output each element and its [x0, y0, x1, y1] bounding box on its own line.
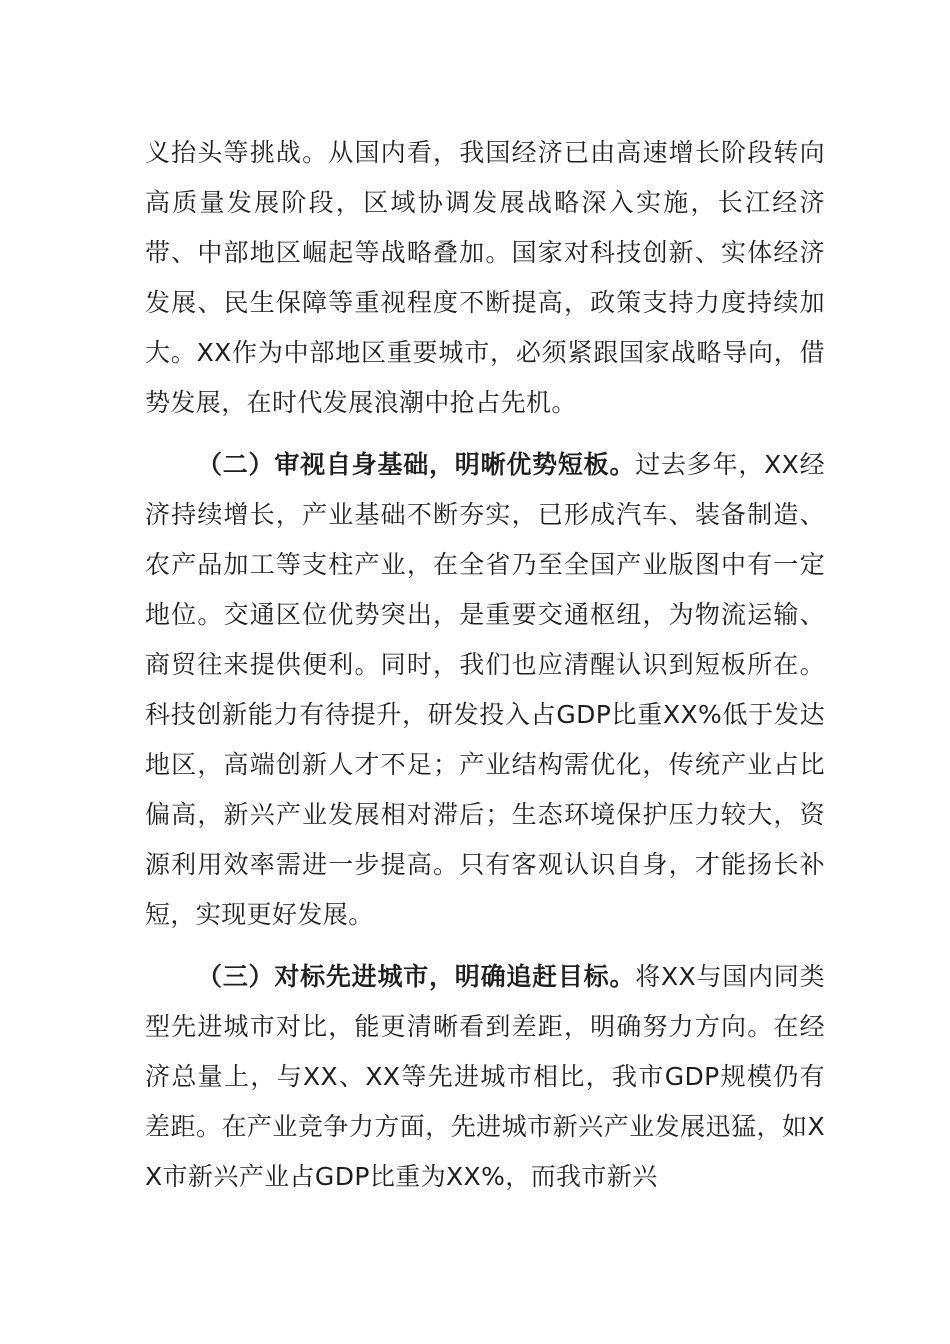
- paragraph-text: 过去多年，XX经济持续增长，产业基础不断夯实，已形成汽车、装备制造、农产品加工等支柱产业，在全省乃至全国产业版图中有一定地位。交通区位优势突出，是重要交通枢纽，为物流运输、商贸往来提供便利。同时，我们也应清醒认识到短板所在。科技创新能力有待提升，研发投入占GDP比重XX%低于发达地区，高端创新人才不足；产业结构需优化，传统产业占比偏高，新兴产业发展相对滞后；生态环境保护压力较大，资源利用效率需进一步提高。只有客观认识自身，才能扬长补短，实现更好发展。: [145, 450, 825, 929]
- paragraph-text: 义抬头等挑战。从国内看，我国经济已由高速增长阶段转向高质量发展阶段，区域协调发展战略深入实施，长江经济带、中部地区崛起等战略叠加。国家对科技创新、实体经济发展、民生保障等重视程度不断提高，政策支持力度持续加大。XX作为中部地区重要城市，必须紧跟国家战略导向，借势发展，在时代发展浪潮中抢占先机。: [145, 138, 825, 417]
- paragraph-section-3: [145, 952, 825, 1202]
- paragraph-continuation: [145, 128, 825, 428]
- section-heading: （二）审视自身基础，明晰优势短板。: [197, 450, 636, 479]
- paragraph-section-2: [145, 440, 825, 940]
- document-body: [145, 128, 825, 1214]
- paragraph-text: 将XX与国内同类型先进城市对比，能更清晰看到差距，明确努力方向。在经济总量上，与XX、XX等先进城市相比，我市GDP规模仍有差距。在产业竞争力方面，先进城市新兴产业发展迅猛，如XX市新兴产业占GDP比重为XX%，而我市新兴: [145, 962, 825, 1191]
- section-heading: （三）对标先进城市，明确追赶目标。: [197, 962, 636, 991]
